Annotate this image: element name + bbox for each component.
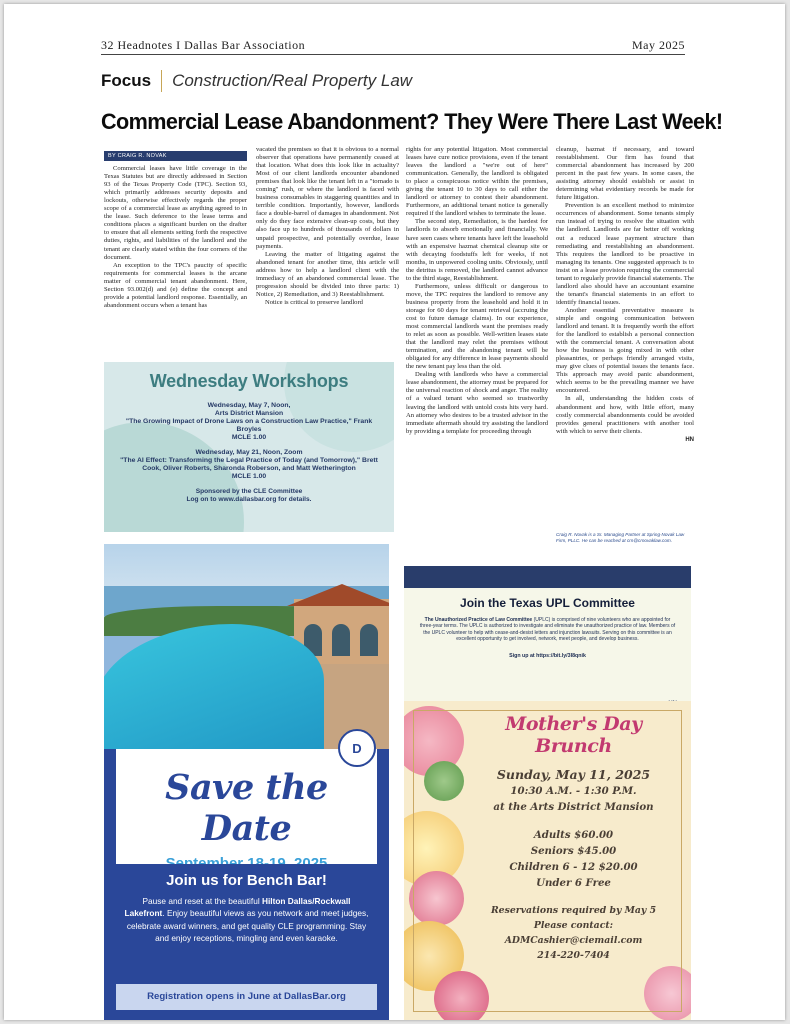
dallas-bar-seal-icon: D	[338, 729, 376, 767]
upl-title: Join the Texas UPL Committee	[460, 596, 635, 610]
paragraph: An exception to the TPC's paucity of specific requirements for commercial leases is the arcane matter of commercial tenant abandonment. Here, Section 93.002(d) and (e) define the concept and provide a potential landlord response. Essentially, an abandonment occurs when a tenant has	[104, 261, 247, 309]
brunch-title: Mother's Day Brunch	[505, 713, 642, 757]
paragraph: Notice is critical to preserve landlord	[265, 298, 363, 306]
paragraph: Prevention is an excellent method to minimize occurrences of abandonment. Some tenants simply run instead of trying to resolve the situation with the landlord. Landlords are far better off working out a reduced lease payment structure than remediating and reestablishing an abandonment. This requires the landlord to be proactive in managing its tenants. One suggested approach is to insist on a lease provision requiring the commercial tenant to regularly provide financial statements. The landlord also should have an accountant examine the tenant's financial statements in an effort to identify financial issues.	[556, 202, 694, 306]
paragraph: vacated the premises so that it is obvious to a normal observer that operations have permanently ceased at that location. What does this look like in actuality? Most of our client landlords encounter abandoned premises that look like the tenant left in a "tornado is coming" rush, or where the landlord is faced with business consumables in staggering quantities and in terrible condition. Importantly, however, landlords face a double-barrel of damages in abandonment. Not only do they face extensive clean-up costs, but they also face up to hundreds of thousands of dollars in unpaid prospective, and potentially overdue, lease payments.	[256, 146, 399, 250]
event-location: Arts District Mansion	[214, 410, 284, 417]
save-the-date-panel	[116, 749, 377, 864]
newsletter-page	[4, 4, 785, 1020]
focus-label: Focus	[101, 70, 162, 92]
paragraph: The second step, Remediation, is the hardest for landlords to absorb emotionally and financially. We have seen cases where tenants have left the leasehold with an expensive hazmat chemical cleanup site or with decaying foodstuffs left for weeks, if not months, in unpowered cooling units. Obviously, until the detritus is removed, the landlord cannot advance to the third stage, Reestablishment.	[406, 218, 548, 282]
bench-bar-info	[116, 864, 377, 1010]
paragraph: Another essential preventative measure is simple and ongoing communication between landlord and tenant. It is frequently worth the effort for the landlord to establish a personal connection with the commercial tenant. A conversation about how the business is going mixed in with other pleasantries, or perhaps friendly arranged visits, may give clues of potential issues the tenants face. This approach may avoid panic abandonment, which seems to be the prevailing manner we have encountered.	[556, 306, 694, 395]
header-date: May 2025	[632, 38, 685, 52]
bench-bar-body	[124, 895, 369, 944]
committee-name: The Unauthorized Practice of Law Committee	[424, 617, 533, 623]
brunch-date: Sunday, May 11, 2025	[496, 767, 651, 782]
body-text: . Enjoy beautiful views as you network and meet judges, celebrate award winners, and get quality CLE programming. Stay and enjoy receptions, mingling and even karaoke.	[126, 908, 369, 943]
reservation-deadline: Reservations required by May 5	[490, 905, 657, 916]
reservation-contact-label: Please contact:	[533, 920, 614, 931]
sponsor-line: Sponsored by the CLE Committee	[195, 488, 303, 495]
paragraph: Furthermore, unless difficult or dangerous to move, the TPC requires the landlord to remove any business property from the leasehold and hold it in storage for 60 days for tenant retrieval (accruing the cost to future damage claims). In our experience, most commercial landlords want the premises ready to relet as soon as possible. Well-written leases state that the landlord may relet the premises without termination, and the abandoning tenant will be obligated for any difference in lease payments should the new tenant pay less than the old.	[406, 282, 548, 371]
resort-photo	[104, 544, 389, 749]
upl-body	[418, 617, 677, 643]
price-children: Children 6 - 12 $20.00	[509, 861, 638, 873]
body-text: (UPLC) is comprised of nine volunteers who are appointed for three-year terms. The UPLC is authorized to investigate and eliminate the unauthorized practice of law. Members of the UPLC volunteer to help with cease-and-desist letters and injunction lawsuits. Serving on this committee is an excellent opportunity to get involved, network, meet people, and develop business.	[419, 617, 676, 643]
price-under-6: Under 6 Free	[536, 877, 611, 889]
article-column-1	[104, 151, 247, 310]
header-publication: 32 Headnotes I Dallas Bar Association	[101, 38, 306, 52]
article-title: Commercial Lease Abandonment? They Were There Last Week!	[101, 109, 723, 134]
event-credit: MCLE 1.00	[231, 434, 267, 441]
reservation-phone[interactable]: 214-220-7404	[537, 950, 610, 961]
workshops-title: Wednesday Workshops	[149, 371, 349, 391]
author-bio: Craig R. Novak is a Sr. Managing Partner at Spring-Novak Law Firm, PLLC. He can be reached at crn@crnovaklaw.com.	[556, 532, 685, 543]
bench-bar-heading: Join us for Bench Bar!	[166, 872, 327, 889]
signup-link[interactable]: Sign up at https://bit.ly/3I8qnik	[509, 652, 586, 659]
event-date: Wednesday, May 7, Noon,	[207, 402, 291, 409]
event-credit: MCLE 1.00	[231, 473, 267, 480]
article-column-3	[406, 146, 548, 436]
byline: BY CRAIG R. NOVAK	[104, 151, 247, 161]
brunch-details	[464, 713, 683, 963]
reservation-info	[464, 903, 683, 963]
workshop-event-1	[116, 402, 382, 442]
brunch-time: 10:30 A.M. - 1:30 P.M.	[510, 785, 637, 797]
paragraph: cleanup, hazmat if necessary, and toward reestablishment. Our firm has found that commercial abandonment has increased by 200 percent in the past few years. In some cases, the assisting attorney should establish or assist in determining what evidentiary records be made for future litigation.	[556, 146, 694, 202]
article-column-4	[556, 146, 694, 444]
price-list	[464, 827, 683, 891]
paragraph: Leaving the matter of litigating against the abandoned tenant for another time, this article will address how to help a landlord client with the immediacy of an abandoned commercial lease. The progression should be divided into three parts: 1) Notice, 2) Remediation, and 3) Reestablishment.	[256, 250, 399, 298]
paragraph: Dealing with landlords who have a commercial lease abandonment, the attorney must be prepared for the universal reaction of shock and anger. The reality of a valued tenant who seemed so trustworthy leaving the landlord with untold costs hits very hard. An attorney who desires to be a trusted advisor in the immediate aftermath should try assisting the landlord by providing a template for proceeding through	[406, 371, 548, 435]
section-label	[101, 70, 412, 92]
end-mark: HN	[685, 436, 694, 443]
mothers-day-brunch-ad	[404, 701, 691, 1020]
workshop-event-2	[116, 449, 382, 481]
paragraph: In all, understanding the hidden costs of abandonment and how, with little effort, many costly commercial abandonments could be avoided provides general practitioners with another tool with which to serve their clients.	[556, 395, 694, 435]
upl-committee-ad	[404, 566, 691, 714]
event-topic: "The AI Effect: Transforming the Legal Practice of Today (and Tomorrow)," Brett Cook, Oliver Roberts, Sharonda Roberson, and Matt Wetherington	[120, 457, 378, 472]
paragraph: Commercial leases have little coverage in the Texas Statutes but are directly addressed in Section 93 of the Texas Property Code (TPC). Section 93, which primarily addresses security deposits and lockouts, otherwise effectively regards the proper scope of a commercial lease as anything agreed to in the lease. Such deference to the lease terms and conditions places a significant burden on the drafter to ensure that all elements setting forth the respective duties, rights, and liabilities of the landlord and the tenant are clearly stated within the four corners of the document.	[104, 165, 247, 261]
article-column-2	[256, 146, 399, 307]
wednesday-workshops-ad	[104, 362, 394, 532]
event-date: Wednesday, May 21, Noon, Zoom	[195, 449, 303, 456]
save-the-date-heading: Save the Date	[165, 767, 328, 849]
registration-link[interactable]: Registration opens in June at DallasBar.org	[116, 984, 377, 1010]
reservation-email[interactable]: ADMCashier@ciemail.com	[504, 935, 643, 946]
body-text: Pause and reset at the beautiful	[142, 896, 262, 906]
page-header	[101, 38, 685, 55]
bench-bar-ad	[104, 544, 389, 1020]
focus-topic: Construction/Real Property Law	[172, 71, 413, 90]
venue-name: Hilton Dallas/Rockwall Lakefront	[124, 896, 351, 919]
brunch-location: at the Arts District Mansion	[493, 801, 654, 813]
price-seniors: Seniors $45.00	[530, 845, 617, 857]
details-link[interactable]: Log on to www.dallasbar.org for details.	[186, 496, 312, 503]
paragraph: rights for any potential litigation. Most commercial leases have cure notice provisions, even if the tenant leaves the landlord a "we're out of here" communication. Generally, the landlord is obligated to place a conspicuous notice within the premises, giving the tenant 10 to 30 days to call either the landlord or attorney to contest their abandonment. Furthermore, an additional tenant notice is generally required if the landlord wishes to terminate the lease.	[406, 146, 548, 218]
workshops-sponsor	[104, 488, 394, 504]
event-topic: "The Growing Impact of Drone Laws on a Construction Law Practice," Frank Broyles	[125, 418, 373, 433]
price-adults: Adults $60.00	[533, 829, 614, 841]
